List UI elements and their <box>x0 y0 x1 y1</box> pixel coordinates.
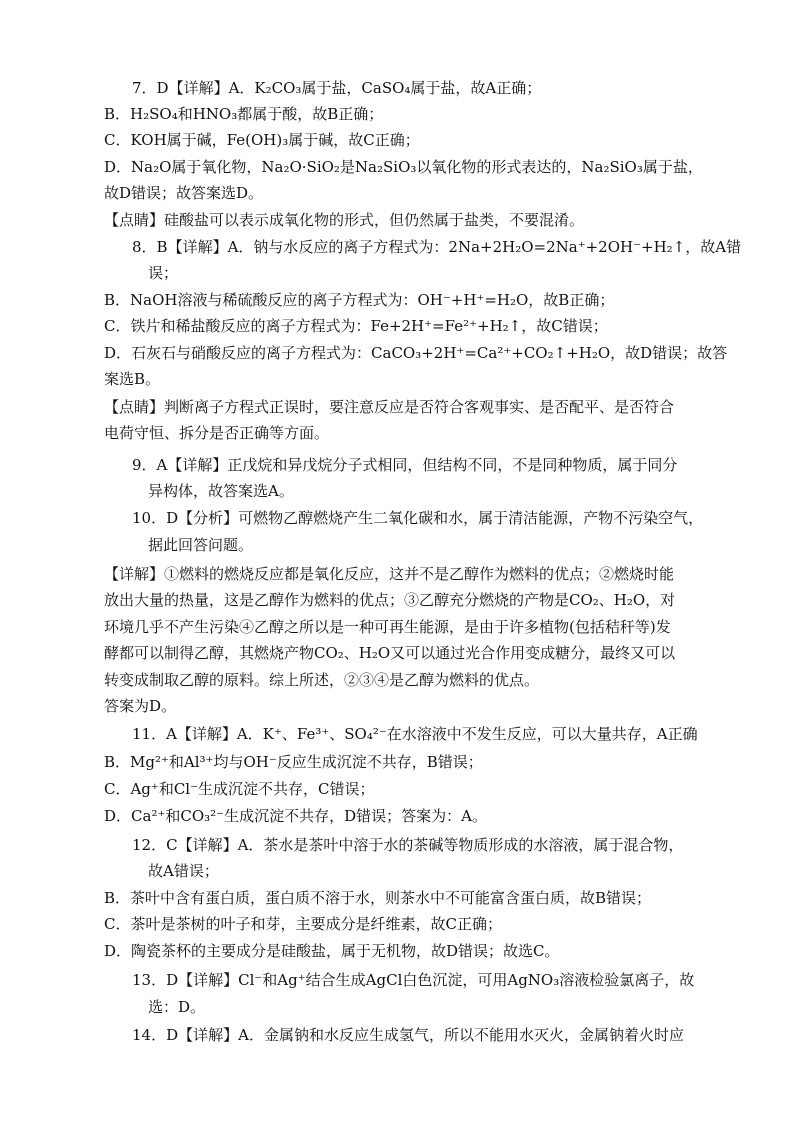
text-line: 转变成制取乙醇的原料。综上所述，②③④是乙醇为燃料的优点。 <box>104 671 540 689</box>
text-line: C．铁片和稀盐酸反应的离子方程式为：Fe+2H⁺=Fe²⁺+H₂↑，故C错误； <box>104 317 608 335</box>
text-line: D．Na₂O属于氧化物，Na₂O·SiO₂是Na₂SiO₃以氧化物的形式表达的，Na₂SiO₃属于盐， <box>104 158 703 176</box>
text-line: 13．D【详解】Cl⁻和Ag⁺结合生成AgCl白色沉淀，可用AgNO₃溶液检验氯离子，故 <box>132 971 695 989</box>
text-line: 故A错误； <box>148 862 219 880</box>
text-line: C．KOH属于碱，Fe(OH)₃属于碱，故C正确； <box>104 131 420 149</box>
text-line: 电荷守恒、拆分是否正确等方面。 <box>104 424 330 442</box>
text-line: 【点睛】判断离子方程式正误时，要注意反应是否符合客观事实、是否配平、是否符合 <box>104 398 675 416</box>
text-line: 案选B。 <box>104 370 161 388</box>
text-line: 11．A【详解】A．K⁺、Fe³⁺、SO₄²⁻在水溶液中不发生反应，可以大量共存，A正确 <box>132 725 698 743</box>
text-line: 放出大量的热量，这是乙醇作为燃料的优点；③乙醇充分燃烧的产物是CO₂、H₂O，对 <box>104 591 676 609</box>
text-line: 【点睛】硅酸盐可以表示成氧化物的形式，但仍然属于盐类，不要混淆。 <box>104 211 585 229</box>
text-line: B．Mg²⁺和Al³⁺均与OH⁻反应生成沉淀不共存，B错误； <box>104 753 483 771</box>
text-line: 环境几乎不产生污染④乙醇之所以是一种可再生能源，是由于许多植物(包括秸秆等)发 <box>104 618 671 636</box>
text-line: C．茶叶是茶树的叶子和芽，主要成分是纤维素，故C正确； <box>104 915 502 933</box>
text-line: 10．D【分析】可燃物乙醇燃烧产生二氧化碳和水，属于清洁能源，产物不污染空气， <box>132 509 704 527</box>
text-line: 故D错误；故答案选D。 <box>104 184 264 202</box>
text-line: 误； <box>148 264 179 282</box>
text-line: 选：D。 <box>148 998 206 1016</box>
text-line: 【详解】①燃料的燃烧反应都是氧化反应，这并不是乙醇作为燃料的优点；②燃烧时能 <box>104 565 675 583</box>
text-line: C．Ag⁺和Cl⁻生成沉淀不共存，C错误； <box>104 780 375 798</box>
text-line: 12．C【详解】A．茶水是茶叶中溶于水的茶碱等物质形成的水溶液，属于混合物， <box>132 836 684 854</box>
text-line: 7．D【详解】A．K₂CO₃属于盐，CaSO₄属于盐，故A正确； <box>132 79 542 97</box>
text-line: B．NaOH溶液与稀硫酸反应的离子方程式为：OH⁻+H⁺=H₂O，故B正确； <box>104 291 615 309</box>
text-line: 8．B【详解】A．钠与水反应的离子方程式为：2Na+2H₂O=2Na⁺+2OH⁻+H₂↑，故A错 <box>132 238 742 256</box>
text-line: D．石灰石与硝酸反应的离子方程式为：CaCO₃+2H⁺=Ca²⁺+CO₂↑+H₂O，故D错误；故答 <box>104 344 728 362</box>
text-line: 答案为D。 <box>104 697 177 715</box>
text-line: 9．A【详解】正戊烷和异戊烷分子式相同，但结构不同，不是同种物质，属于同分 <box>132 456 678 474</box>
text-line: 酵都可以制得乙醇，其燃烧产物CO₂、H₂O又可以通过光合作用变成糖分，最终又可以 <box>104 644 676 662</box>
text-line: B．茶叶中含有蛋白质，蛋白质不溶于水，则茶水中不可能富含蛋白质，故B错误； <box>104 889 652 907</box>
text-line: 异构体，故答案选A。 <box>148 482 294 500</box>
text-line: D．陶瓷茶杯的主要成分是硅酸盐，属于无机物，故D错误；故选C。 <box>104 942 560 960</box>
text-line: D．Ca²⁺和CO₃²⁻生成沉淀不共存，D错误；答案为：A。 <box>104 807 487 825</box>
text-line: 14．D【详解】A．金属钠和水反应生成氢气，所以不能用水灭火，金属钠着火时应 <box>132 1026 684 1044</box>
text-line: B．H₂SO₄和HNO₃都属于酸，故B正确； <box>104 105 384 123</box>
text-line: 据此回答问题。 <box>148 536 254 554</box>
